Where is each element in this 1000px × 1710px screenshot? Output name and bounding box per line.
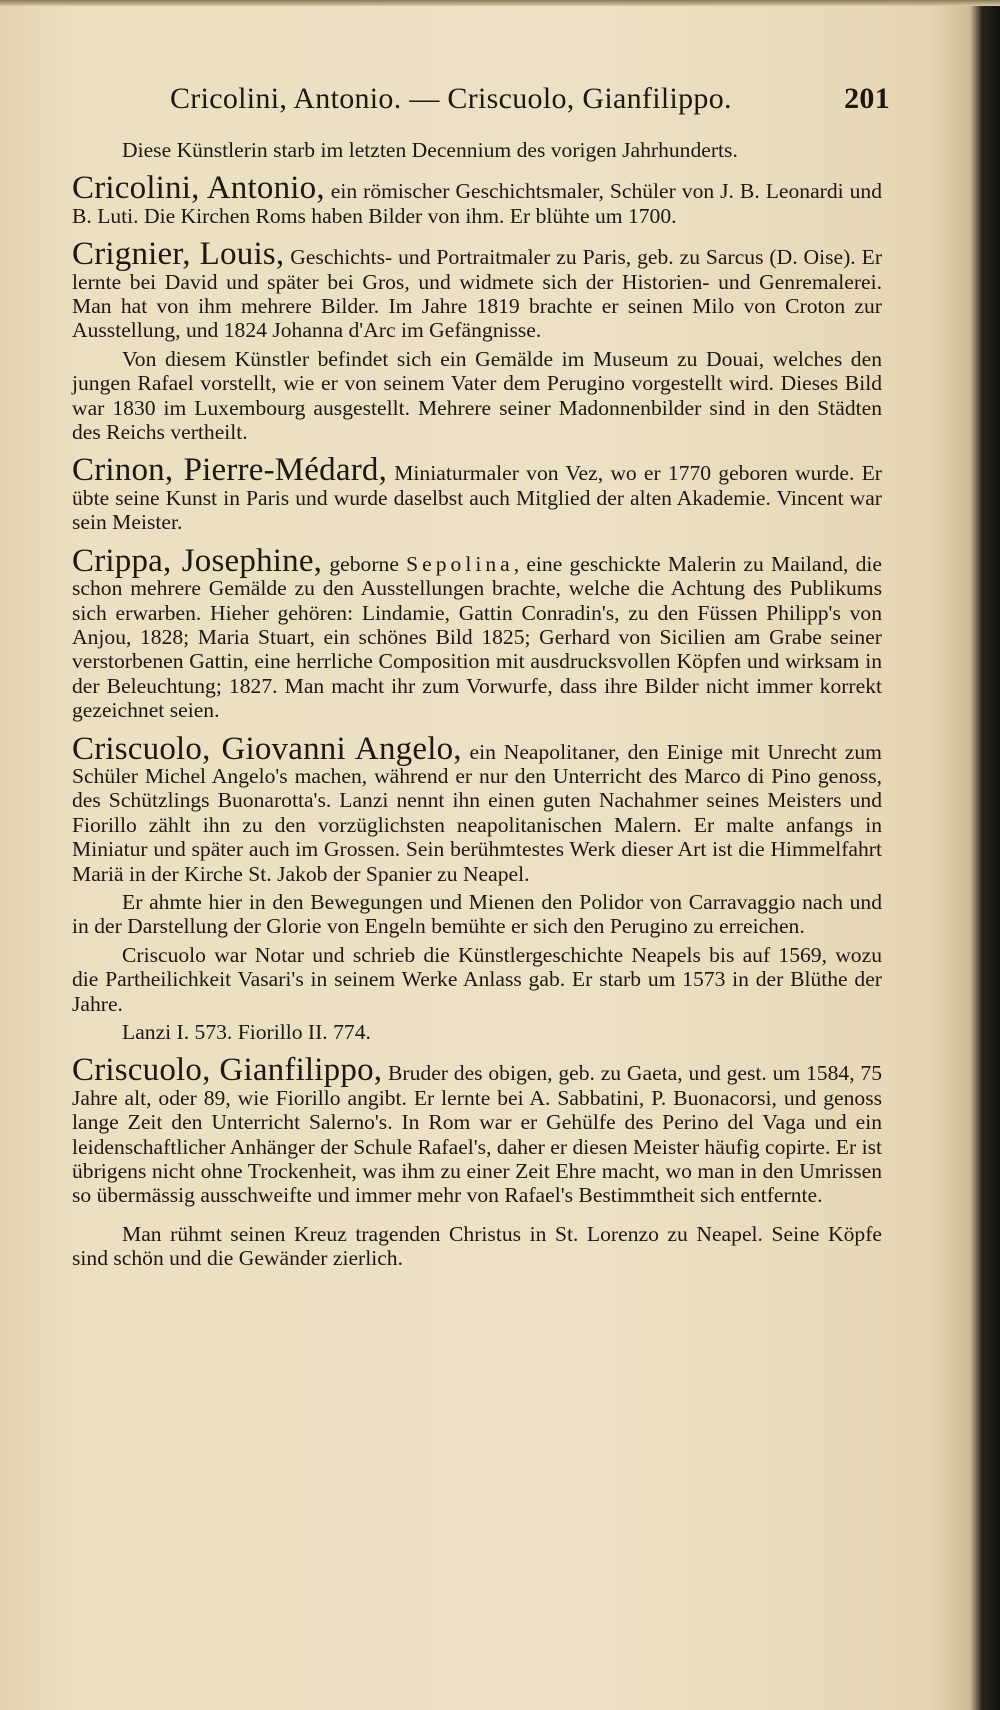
entry-paragraph: Criscuolo war Notar und schrieb die Künstlergeschichte Neapels bis auf 1569, wozu die Partheilichkeit Vasari's in seinem Werke Anlass gab. Er starb um 1573 in der Blüthe der Jahre. [72, 942, 882, 1016]
entry-text: ein Neapolitaner, den Einige mit Unrecht zum Schüler Michel Angelo's machen, während er nur den Unterricht des Marco di Pino genoss, des Schützlings Buonarotta's. Lanzi nennt ihn einen guten Nachahmer seines Meisters und Fiorillo zählt ihn zu den vorzüglichsten neapolitanischen Malern. Er malte anfangs in Miniatur und später auch im Grossen. Sein berühmtestes Werk dieser Art ist die Himmelfahrt Mariä in der Kirche St. Jakob der Spanier zu Neapel. [72, 739, 882, 886]
entry-heading: Criscuolo, Gianfilippo, [72, 1052, 383, 1089]
entry-text: , eine geschickte Malerin zu Mailand, die schon mehrere Gemälde zu den Ausstellungen brachte, welche die Achtung des Publikums sich erwarben. Hieher gehören: Lindamie, Gattin Conradin's, zu den Füssen Philipp's von Anjou, 1828; Maria Stuart, ein schönes Bild 1825; Gerhard von Sicilien am Grabe seiner verstorbenen Gattin, eine herrliche Composition mit ausdrucksvollen Köpfen und wirksam in der Beleuchtung; 1827. Man macht ihr zum Vorwurfe, dass ihre Bilder nicht immer korrekt gezeichnet seien. [72, 551, 882, 723]
entry-crinon [72, 452, 882, 535]
entry-heading: Crignier, Louis, [72, 236, 285, 273]
page-top-edge [0, 0, 1000, 6]
header-title: Cricolini, Antonio. — Criscuolo, Gianfilippo. [170, 82, 732, 115]
running-header [170, 82, 890, 116]
page-number: 201 [844, 82, 890, 115]
entry-text: Bruder des obigen, geb. zu Gaeta, und gest. um 1584, 75 Jahre alt, oder 89, wie Fiorillo angibt. Er lernte bei A. Sabbatini, P. Buonacorsi, und genoss lange Zeit den Unterricht Salerno's. In Rom war er Gehülfe des Perino del Vaga und ein leidenschaftlicher Anhänger der Schule Rafael's, daher er diesen Meister häufig copirte. Er ist übrigens nicht ohne Trockenheit, was ihm zu einer Zeit Ehre macht, wo man in den Umrissen so übermässig ausschweifte und immer mehr von Rafael's Bestimmtheit sich entfernte. [72, 1061, 882, 1208]
entry-heading: Criscuolo, Giovanni Angelo, [72, 730, 462, 767]
entry-criscuolo-giovanni [72, 730, 882, 886]
entry-crippa [72, 542, 882, 723]
entry-lead: geborne [329, 551, 399, 576]
entry-heading: Cricolini, Antonio, [72, 170, 325, 207]
entry-heading: Crinon, Pierre-Médard, [72, 452, 388, 489]
entry-heading: Crippa, Josephine, [72, 542, 323, 579]
entry-paragraph: Von diesem Künstler befindet sich ein Gemälde im Museum zu Douai, welches den jungen Rafael vorstellt, wie er von seinem Vater dem Perugino vorgestellt wird. Dieses Bild war 1830 im Luxembourg ausgestellt. Mehrere seiner Madonnenbilder sind in den Städten des Reichs vertheilt. [72, 346, 882, 445]
continuation-paragraph: Diese Künstlerin starb im letzten Decennium des vorigen Jahrhunderts. [122, 138, 738, 162]
entry-spaced-name: Sepolina [406, 551, 514, 576]
entry-paragraph: Man rühmt seinen Kreuz tragenden Christus in St. Lorenzo zu Neapel. Seine Köpfe sind schön und die Gewänder zierlich. [72, 1221, 882, 1271]
entry-text: ein römischer Geschichtsmaler, Schüler von J. B. Leonardi und B. Luti. Die Kirchen Roms haben Bilder von ihm. Er blühte um 1700. [72, 179, 883, 228]
entry-text: Geschichts- und Portraitmaler zu Paris, geb. zu Sarcus (D. Oise). Er lernte bei David und später bei Gros, und widmete sich der Historien- und Genremalerei. Man hat von ihm mehrere Bilder. Im Jahre 1819 brachte er seinen Milo von Croton zur Ausstellung, und 1824 Johanna d'Arc im Gefängnisse. [72, 245, 883, 343]
entry-text: Miniaturmaler von Vez, wo er 1770 geboren wurde. Er übte seine Kunst in Paris und wurde daselbst auch Mitglied der alten Akademie. Vincent war sein Meister. [72, 461, 882, 535]
entry-criscuolo-gianfilippo [72, 1052, 882, 1208]
page-body [72, 138, 882, 1285]
entry-reference: Lanzi I. 573. Fiorillo II. 774. [122, 1020, 371, 1044]
entry-crignier [72, 236, 883, 343]
entry-paragraph: Er ahmte hier in den Bewegungen und Mienen den Polidor von Carravaggio nach und in der Darstellung der Glorie von Engeln bemühte er sich den Perugino zu erreichen. [72, 889, 882, 939]
entry-cricolini [72, 170, 883, 228]
